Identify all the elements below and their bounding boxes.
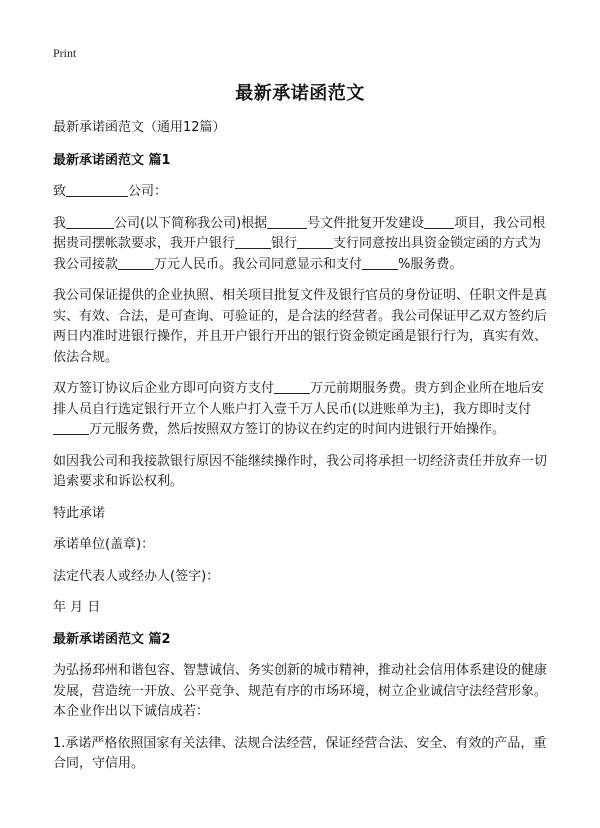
print-button[interactable]: Print <box>53 46 77 60</box>
date-line: 年 月 日 <box>53 600 101 615</box>
blank-line <box>66 214 114 229</box>
text-span: 号文件批复开发建设 <box>307 215 425 231</box>
blank-line <box>274 379 310 394</box>
paragraph: 我公司保证提供的企业执照、相关项目批复文件及银行官员的身份证明、任职文件是真实、有效、合法，是可查询、可验证的，是合法的经营者。我公司保证甲乙双方签约后两日内准时进银行操作，并且开户银行开出的银行资金锁定函是银行行为，真实有效、依法合规。 <box>53 288 548 365</box>
blank-line <box>267 214 307 229</box>
salutation-prefix: 致 <box>53 184 67 199</box>
text-span: 万元服务费，然后按照双方签订的协议在约定的时间内进银行开始操作。 <box>89 422 506 437</box>
list-item: 1.承诺严格依照国家有关法律、法规合法经营，保证经营合法、安全、有效的产品，重合同，守信用。 <box>53 735 547 771</box>
text-span: 双方签订协议后企业方即可向资方支付 <box>53 381 275 396</box>
document-title: 最新承诺函范文 <box>235 83 365 104</box>
document-subtitle: 最新承诺函范文（通用12篇） <box>53 120 226 135</box>
text-span: 我 <box>53 215 67 231</box>
paragraph: 为弘扬邳州和谐包容、智慧诚信、务实创新的城市精神，推动社会信用体系建设的健康发展，营造统一开放、公平竞争、规范有序的市场环境，树立企业诚信守法经营形象。本企业作出以下诚信成若： <box>53 663 548 719</box>
text-span: %服务费。 <box>398 256 463 272</box>
text-span: 银行 <box>271 236 298 251</box>
text-span: 万元人民币。我公司同意显示和支付 <box>154 256 363 272</box>
signature-rep-line: 法定代表人或经办人(签字)： <box>53 568 220 584</box>
salutation-suffix: 公司： <box>128 184 168 199</box>
blank-line <box>297 234 333 249</box>
text-span: 万元前期服务费。贵方到企业所在地后安排人员自行选定银行开立个人账户打入壹千万人民币(以进账单为主)，我方即时支付 <box>53 381 545 417</box>
salutation <box>53 182 549 203</box>
document-body <box>53 118 549 786</box>
paragraph <box>53 214 549 276</box>
blank-line <box>118 255 154 270</box>
blank-line <box>235 234 271 249</box>
section-heading-2: 最新承诺函范文 篇2 <box>53 631 171 647</box>
text-span: 支行同意按出具资金锁定函的方式为我公司接款 <box>53 236 542 272</box>
text-span: 项目，我公司根据贵司摆帐款要求，我开户银行 <box>53 215 546 251</box>
paragraph <box>53 379 549 441</box>
closing-line: 特此承诺 <box>53 505 106 521</box>
blank-line <box>424 214 454 229</box>
blank-line <box>66 182 128 197</box>
signature-unit-line: 承诺单位(盖章)： <box>53 537 155 552</box>
paragraph: 如因我公司和我接款银行原因不能继续操作时，我公司将承担一切经济责任并放弃一切追索要求和诉讼权利。 <box>53 453 548 489</box>
section-heading-1: 最新承诺函范文 篇1 <box>53 152 171 168</box>
blank-line <box>362 255 398 270</box>
text-span: 公司(以下简称我公司)根据 <box>114 215 268 231</box>
blank-line <box>53 420 89 435</box>
